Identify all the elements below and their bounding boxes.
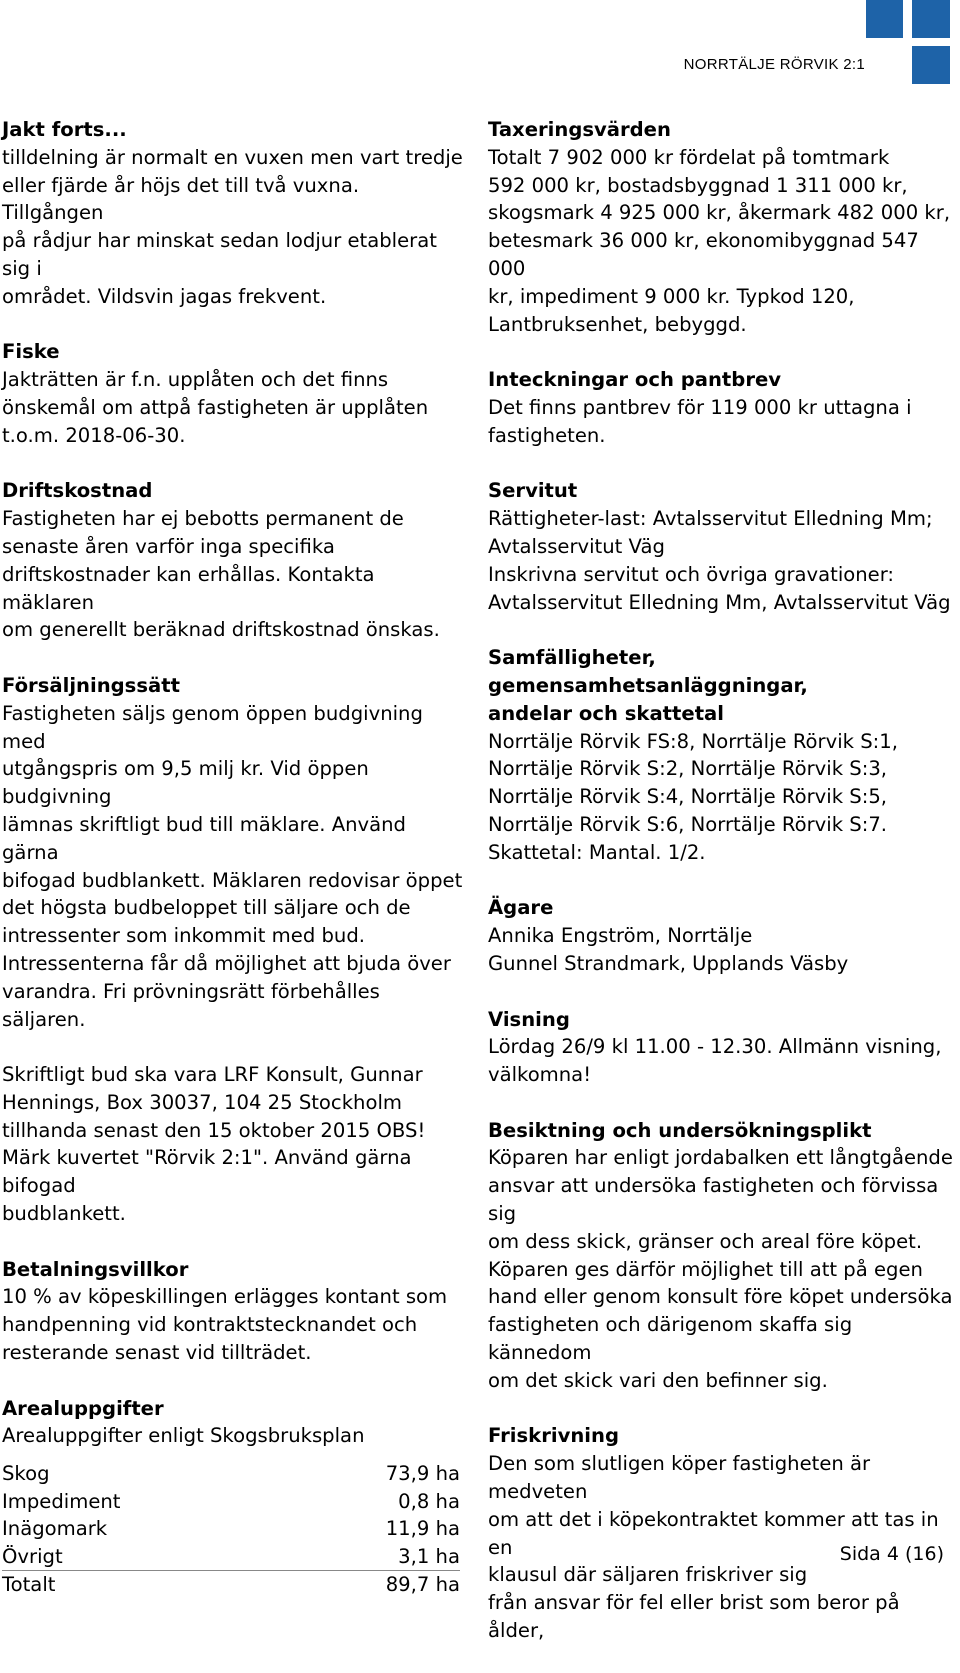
body-line: t.o.m. 2018-06-30.: [2, 423, 186, 447]
right-column: [488, 116, 958, 1673]
section-heading: Samfälligheter, gemensamhetsanläggningar,: [488, 646, 808, 697]
body-line: Intressenterna får då möjlighet att bjuda över: [2, 951, 451, 975]
body-line: Avtalsservitut Väg: [488, 534, 665, 558]
left-column: [2, 116, 464, 1627]
body-line: Rättigheter-last: Avtalsservitut Elledning Mm;: [488, 507, 933, 531]
logo-square: [866, 0, 903, 38]
body-line: fastigheten.: [488, 423, 606, 447]
area-total-value: 89,7 ha: [284, 1571, 461, 1599]
body-line: det högsta budbeloppet till säljare och de: [2, 896, 411, 920]
body-line: välkomna!: [488, 1063, 592, 1087]
total-row: [2, 1571, 460, 1599]
body-line: Norrtälje Rörvik S:6, Norrtälje Rörvik S:7.: [488, 812, 888, 836]
body-line: om att det i köpekontraktet kommer att tas in en: [488, 1507, 939, 1559]
section-arealuppgifter: [2, 1395, 464, 1599]
body-line: Norrtälje Rörvik S:4, Norrtälje Rörvik S:5,: [488, 785, 888, 809]
section-heading: Taxeringsvärden: [488, 118, 671, 141]
body-line: Arealuppgifter enligt Skogsbruksplan: [2, 1424, 365, 1448]
section-inteckningar: [488, 366, 958, 449]
body-line: bifogad budblankett. Mäklaren redovisar öppet: [2, 868, 463, 892]
body-line: utgångspris om 9,5 milj kr. Vid öppen budgivning: [2, 757, 369, 809]
body-line: senaste åren varför inga specifika: [2, 534, 335, 558]
area-value: 73,9 ha: [385, 1462, 460, 1486]
body-line: Norrtälje Rörvik S:2, Norrtälje Rörvik S:3,: [488, 757, 888, 781]
area-value: 11,9 ha: [385, 1517, 460, 1541]
logo-square: [912, 46, 950, 84]
section-betalningsvillkor: [2, 1256, 464, 1367]
section-friskrivning: [488, 1422, 958, 1644]
section-heading: Visning: [488, 1007, 570, 1031]
body-line: handpenning vid kontraktstecknandet och: [2, 1313, 418, 1337]
section-visning: [488, 1006, 958, 1089]
body-line: Fastigheten har ej bebotts permanent de: [2, 507, 404, 531]
body-line: Hennings, Box 30037, 104 25 Stockholm: [2, 1090, 402, 1114]
table-row: [2, 1515, 460, 1543]
table-row: [2, 1543, 460, 1571]
body-line: kr, impediment 9 000 kr. Typkod 120,: [488, 284, 855, 308]
section-heading: Jakt forts...: [2, 118, 127, 141]
body-line: driftskostnader kan erhållas. Kontakta mäklaren: [2, 562, 375, 614]
section-heading: Driftskostnad: [2, 479, 153, 503]
section-fiske: [2, 338, 464, 449]
body-line: eller fjärde år höjs det till två vuxna. Tillgången: [2, 173, 360, 225]
section-heading: Ägare: [488, 896, 554, 920]
body-line: Inskrivna servitut och övriga gravationer:: [488, 562, 895, 586]
section-forsaljningssatt: [2, 672, 464, 1033]
section-heading: Betalningsvillkor: [2, 1257, 189, 1281]
body-line: budblankett.: [2, 1202, 126, 1226]
brand-logo: [0, 0, 960, 90]
area-value: 3,1 ha: [398, 1544, 460, 1568]
section-agare: [488, 894, 958, 977]
document-title: NORRTÄLJE RÖRVIK 2:1: [683, 56, 865, 73]
section-heading: Försäljningssätt: [2, 673, 180, 697]
table-row: [2, 1460, 460, 1488]
section-heading: andelar och skattetal: [488, 701, 724, 725]
body-line: området. Vildsvin jagas frekvent.: [2, 284, 327, 308]
area-value: 0,8 ha: [398, 1489, 460, 1513]
body-line: på rådjur har minskat sedan lodjur etablerat sig i: [2, 229, 437, 280]
body-line: betesmark 36 000 kr, ekonomibyggnad 547 000: [488, 229, 919, 280]
body-line: intressenter som inkommit med bud.: [2, 924, 366, 948]
body-line: Köparen har enligt jordabalken ett långtgående: [488, 1146, 953, 1170]
body-line: ansvar att undersöka fastigheten och förvissa sig: [488, 1174, 939, 1226]
section-heading: Arealuppgifter: [2, 1396, 164, 1420]
section-heading: Besiktning och undersökningsplikt: [488, 1118, 872, 1142]
section-servitut: [488, 477, 958, 616]
body-line: från ansvar för fel eller brist som beror på ålder,: [488, 1591, 900, 1643]
body-line: hand eller genom konsult före köpet undersöka: [488, 1285, 953, 1309]
section-skriftligt-bud: [2, 1061, 464, 1228]
area-total-label: Totalt: [2, 1571, 284, 1599]
body-line: Skattetal: Mantal. 1/2.: [488, 840, 706, 864]
body-line: om dess skick, gränser och areal före köpet.: [488, 1229, 923, 1253]
area-label: Inägomark: [2, 1517, 108, 1541]
area-label: Övrigt: [2, 1544, 63, 1568]
body-line: 592 000 kr, bostadsbyggnad 1 311 000 kr,: [488, 173, 908, 197]
body-line: Märk kuvertet "Rörvik 2:1". Använd gärna bifogad: [2, 1146, 412, 1198]
body-line: Fastigheten säljs genom öppen budgivning med: [2, 701, 423, 753]
body-line: Norrtälje Rörvik FS:8, Norrtälje Rörvik S:1,: [488, 729, 898, 753]
body-line: Annika Engström, Norrtälje: [488, 924, 753, 948]
body-line: 10 % av köpeskillingen erlägges kontant som: [2, 1285, 448, 1309]
section-taxeringsvarden: [488, 116, 958, 338]
body-line: resterande senast vid tillträdet.: [2, 1341, 312, 1365]
body-line: varandra. Fri prövningsrätt förbehålles säljaren.: [2, 979, 380, 1031]
body-line: fastigheten och därigenom skaffa sig kännedom: [488, 1313, 853, 1365]
section-heading: Friskrivning: [488, 1424, 619, 1448]
body-line: Jakträtten är f.n. upplåten och det finns: [2, 368, 389, 392]
body-line: Skriftligt bud ska vara LRF Konsult, Gunnar: [2, 1063, 423, 1087]
body-line: Gunnel Strandmark, Upplands Väsby: [488, 951, 849, 975]
body-line: klausul där säljaren friskriver sig: [488, 1563, 808, 1587]
section-heading: Inteckningar och pantbrev: [488, 368, 782, 392]
section-heading: Fiske: [2, 340, 60, 364]
body-line: Det finns pantbrev för 119 000 kr uttagna i: [488, 395, 912, 419]
section-driftskostnad: [2, 477, 464, 644]
body-line: tillhanda senast den 15 oktober 2015 OBS!: [2, 1118, 426, 1142]
area-label: Impediment: [2, 1489, 121, 1513]
body-line: Köparen ges därför möjlighet till att på egen: [488, 1257, 923, 1281]
body-line: Lantbruksenhet, bebyggd.: [488, 312, 747, 336]
body-line: om generellt beräknad driftskostnad önskas.: [2, 618, 440, 642]
section-besiktning: [488, 1117, 958, 1395]
body-line: Avtalsservitut Elledning Mm, Avtalsservitut Väg: [488, 590, 951, 614]
body-line: tilldelning är normalt en vuxen men vart tredje: [2, 145, 463, 169]
area-label: Skog: [2, 1462, 50, 1486]
section-jakt: [2, 116, 464, 311]
body-line: om det skick vari den befinner sig.: [488, 1368, 828, 1392]
body-line: önskemål om attpå fastigheten är upplåten: [2, 395, 429, 419]
section-heading: Servitut: [488, 479, 578, 503]
body-line: Lördag 26/9 kl 11.00 - 12.30. Allmänn visning,: [488, 1035, 942, 1059]
body-line: lämnas skriftligt bud till mäklare. Använd gärna: [2, 812, 406, 864]
section-samfalligheter: [488, 644, 958, 866]
body-line: Totalt 7 902 000 kr fördelat på tomtmark: [488, 145, 890, 169]
page-number: Sida 4 (16): [839, 1543, 944, 1565]
area-table: [2, 1460, 460, 1599]
body-line: Den som slutligen köper fastigheten är medveten: [488, 1452, 871, 1504]
body-line: skogsmark 4 925 000 kr, åkermark 482 000 kr,: [488, 201, 951, 225]
logo-square: [912, 0, 950, 38]
table-row: [2, 1488, 460, 1516]
